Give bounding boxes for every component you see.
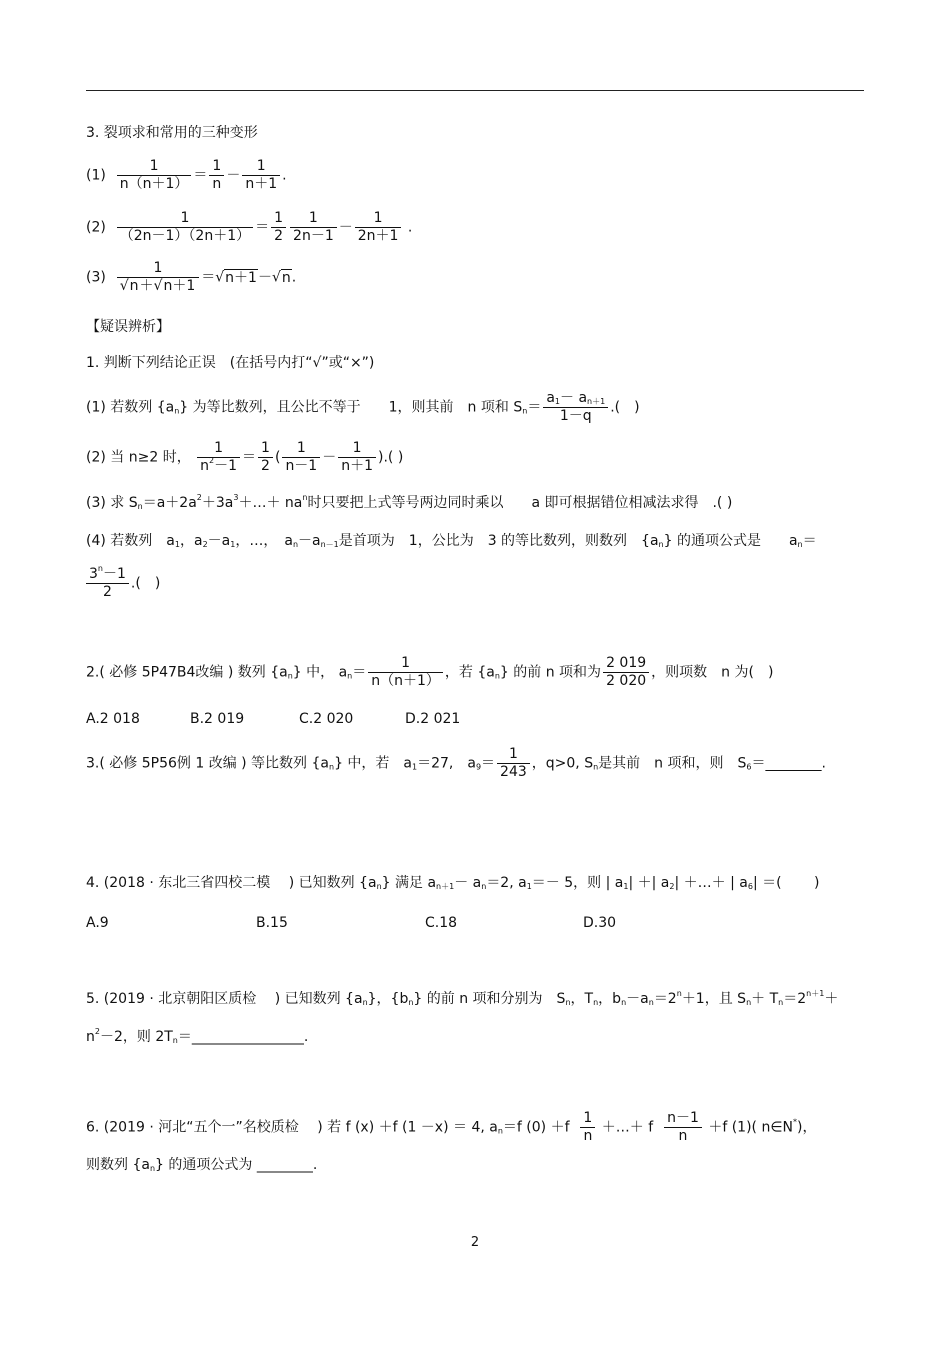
q1-item-1-frac: $\frac{a_1- a_{n+1}}{1-q}$ [543, 390, 608, 425]
q4-choice-b[interactable]: B.15 [256, 915, 288, 931]
formula-1-label: (1) [86, 167, 106, 184]
formula-1: (1) $\frac{1}{n(n+1)}$ ＝ $\frac{1}{n}$ － $\frac{1}{n+1}$ . [86, 158, 287, 192]
formula-2-lhs: $\frac{1}{(2n-1)(2n+1)}$ [117, 210, 253, 245]
q4-stem: 4. (2018 · 东北三省四校二模 ) 已知数列 $\{a_n\}$ 满足 $a_{n+1}- a_n=2$, $a_1=- 5$，则 | $a_1|$ ＋| $a_2|$ ＋…＋ | $a_6|$ ＝( ) [86, 875, 820, 891]
header-rule [86, 90, 864, 91]
formula-3-lhs: $\frac{1}{√n+√n+1}$ [117, 260, 200, 295]
page-number: 2 [470, 1235, 480, 1250]
q1-item-3: (3) 求 $S_n=a+2a^2+3a^3+\dots+ na^n$时只要把上式等号两边同时乘以 a 即可根据错位相减法求得 .( ) [86, 493, 733, 511]
formula-1-term2: $\frac{1}{n+1}$ [242, 158, 280, 193]
q1-item-4-cont: $\frac{3^n-1}{2}$ .( ) [86, 566, 160, 601]
section-3-title: 3. 裂项求和常用的三种变形 [86, 125, 258, 141]
formula-2-term2: $\frac{1}{2n+1}$ [355, 210, 402, 245]
q2-choice-a[interactable]: A.2 018 [86, 711, 140, 727]
q1-item-2: (2) 当 n≥2 时， $\frac{1}{n^2-1}$ ＝ $\frac{1}{2}$ ( $\frac{1}{n-1}$ － $\frac{1}{n+1}$ ).( ) [86, 440, 404, 474]
q3-stem: 3.( 必修 5P56例 1 改编 ) 等比数列 $\{a_n\}$ 中，若 $a_1=27$, $a_9=$ $\frac{1}{243}$ ，q>0, $S_n$是其前 n 项和，则 $S_6=\_\_\_\_\_\_\_\_$. [86, 746, 826, 780]
formula-2-half: $\frac{1}{2}$ [271, 210, 286, 245]
q1-item-4-frac: $\frac{3^n-1}{2}$ [86, 566, 129, 601]
formula-1-term1: $\frac{1}{n}$ [209, 158, 224, 193]
q4-choice-d[interactable]: D.30 [583, 915, 617, 931]
q1-title: 1. 判断下列结论正误 (在括号内打“√”或“×”) [86, 355, 375, 371]
q2-stem: 2.( 必修 5P47B4改编 ) 数列 $\{a_n\}$ 中， $a_n=$ $\frac{1}{n(n+1)}$ ，若 $\{a_n\}$ 的前 n 项和为 $\frac{2 019}{2 020}$ ，则项数 n 为( ) [86, 655, 774, 689]
q2-choice-b[interactable]: B.2 019 [190, 711, 245, 727]
q1-item-2-lhs: $\frac{1}{n^2-1}$ [197, 440, 240, 475]
q5-stem: 5. (2019 · 北京朝阳区质检 ) 已知数列 $\{a_n\}$，$\{b_n\}$ 的前 n 项和分别为 $S_n$，$T_n$，$b_n-a_n=2^n+1$，且 $S_n+ T_n=2^{n+1}+$ [86, 989, 839, 1007]
section-bracket-title: 【疑误辨析】 [86, 319, 170, 335]
q4-choice-c[interactable]: C.18 [425, 915, 458, 931]
q6-stem: 6. (2019 · 河北“五个一”名校质检 ) 若 f (x) ＋f (1 －x) ＝ 4, $a_n=f$ (0) ＋f $\frac{1}{n}$ ＋…＋ f $\frac{n-1}{n}$ ＋f (1)( n∈N*)， [86, 1110, 817, 1144]
q1-item-1: (1) 若数列 $\{a_n\}$ 为等比数列，且公比不等于 1，则其前 n 项和 $S_n=$ $\frac{a_1- a_{n+1}}{1-q}$ .( ) [86, 390, 640, 424]
q2-choice-c[interactable]: C.2 020 [299, 711, 354, 727]
q6-stem-line2: 则数列 $\{a_n\}$ 的通项公式为 ________. [86, 1157, 318, 1173]
q1-item-4: (4) 若数列 $a_1$，$a_2-a_1$，…， $a_n-a_{n-1}$是首项为 1，公比为 3 的等比数列，则数列 $\{a_n\}$ 的通项公式是 $a_n=$ [86, 533, 817, 549]
q2-choice-d[interactable]: D.2 021 [405, 711, 461, 727]
q4-choice-a[interactable]: A.9 [86, 915, 109, 931]
q5-stem-line2: $n^2-2$，则 $2T_n=\_\_\_\_\_\_\_\_\_\_\_\_\_\_\_\_$. [86, 1027, 309, 1045]
formula-2-term1: $\frac{1}{2n-1}$ [290, 210, 337, 245]
formula-2: (2) $\frac{1}{(2n-1)(2n+1)}$ ＝ $\frac{1}{2}$ $\frac{1}{2n-1}$ － $\frac{1}{2n+1}$ . [86, 210, 413, 244]
formula-1-lhs: $\frac{1}{n(n+1)}$ [117, 158, 192, 193]
formula-3: (3) $\frac{1}{√n+√n+1}$ ＝√n＋1－√n. [86, 260, 297, 294]
